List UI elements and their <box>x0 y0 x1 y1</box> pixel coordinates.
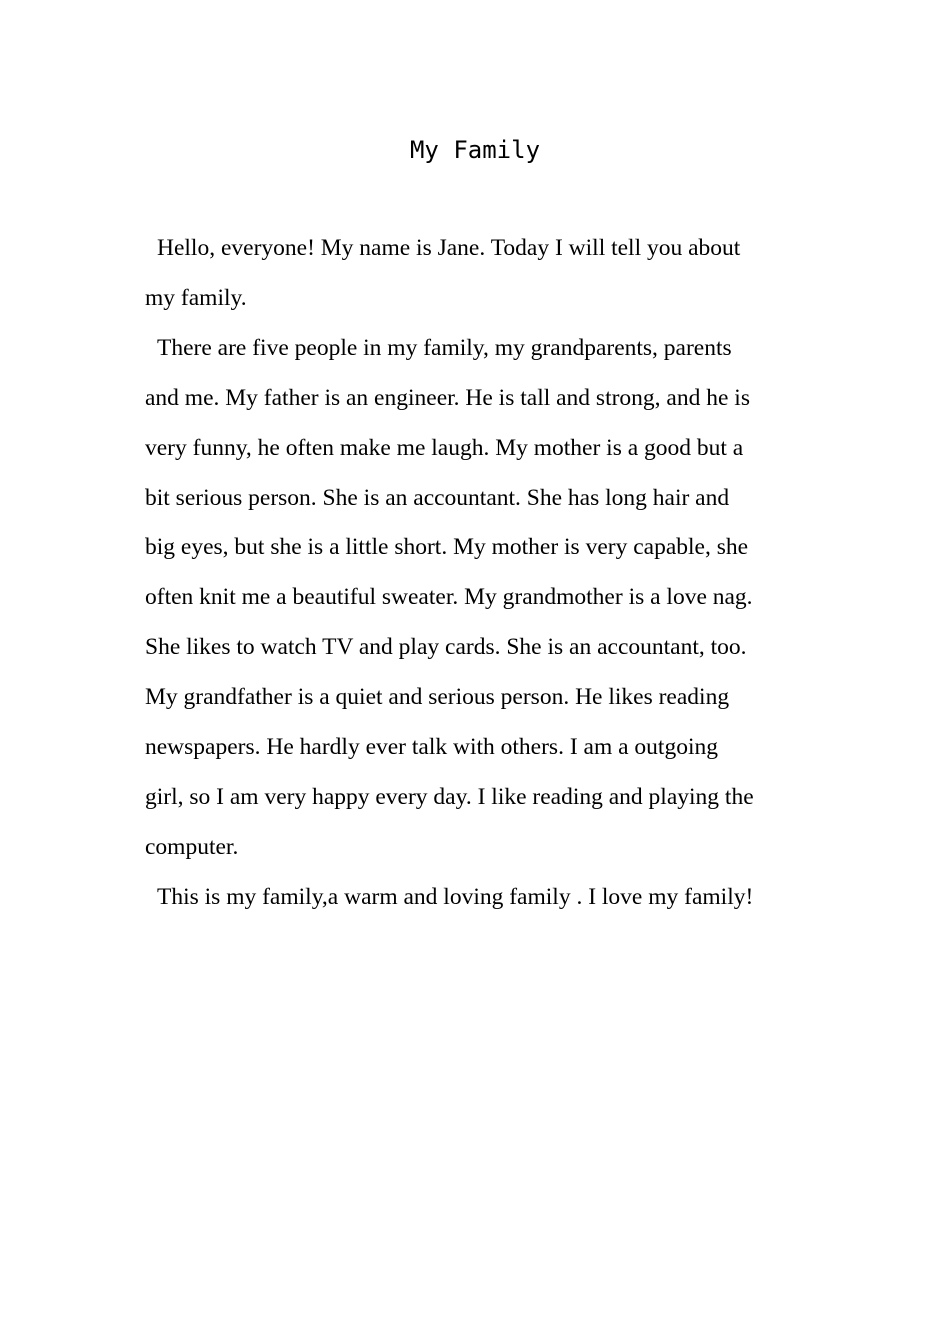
paragraph-line: My grandfather is a quiet and serious person. He likes reading <box>145 684 730 711</box>
paragraph-line: There are five people in my family, my grandparents, parents <box>157 334 732 361</box>
document-body <box>145 224 820 923</box>
paragraph-conclusion <box>145 873 820 923</box>
paragraph-line: computer. <box>145 833 239 860</box>
paragraph-line: This is my family,a warm and loving family . I love my family! <box>157 883 754 910</box>
paragraph-line: and me. My father is an engineer. He is tall and strong, and he is <box>145 384 750 411</box>
document-title: My Family <box>409 136 541 164</box>
paragraph-line: bit serious person. She is an accountant. She has long hair and <box>145 484 730 511</box>
paragraph-line: girl, so I am very happy every day. I like reading and playing the <box>145 783 754 810</box>
paragraph-line: Hello, everyone! My name is Jane. Today I will tell you about <box>157 235 741 261</box>
paragraph-line: newspapers. He hardly ever talk with others. I am a outgoing <box>145 734 718 761</box>
paragraph-line: my family. <box>145 284 247 311</box>
paragraph-line: often knit me a beautiful sweater. My grandmother is a love nag. <box>145 584 753 611</box>
paragraph-line: very funny, he often make me laugh. My mother is a good but a <box>145 434 744 461</box>
paragraph-intro <box>145 224 820 324</box>
paragraph-family-members <box>145 324 820 873</box>
paragraph-line: She likes to watch TV and play cards. She is an accountant, too. <box>145 634 747 661</box>
paragraph-line: big eyes, but she is a little short. My mother is very capable, she <box>145 534 749 561</box>
